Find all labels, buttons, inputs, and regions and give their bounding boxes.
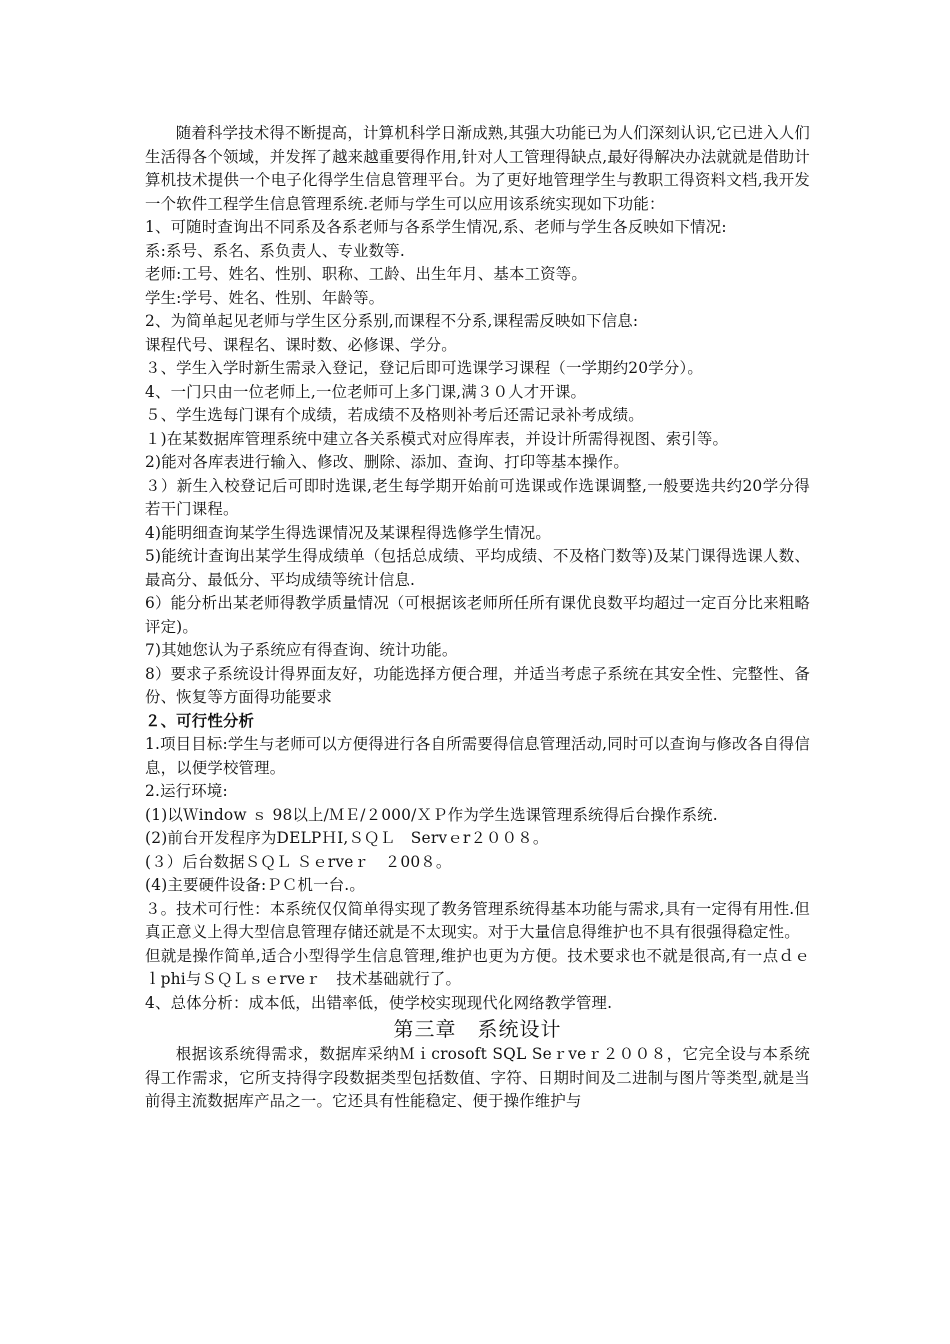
feasibility-line: (4)主要硬件设备:ＰＣ机一台.。 [145, 876, 365, 894]
requirement-line: 7)其她您认为子系统应有得查询、统计功能。 [145, 641, 458, 659]
feasibility-line: 4、总体分析：成本低，出错率低，使学校实现现代化网络教学管理. [145, 993, 613, 1012]
section-heading-feasibility: ２、可行性分析 [145, 711, 255, 730]
requirement-line: 课程代号、课程名、课时数、必修课、学分。 [145, 335, 457, 354]
requirement-line: 系:系号、系名、系负责人、专业数等. [145, 241, 405, 260]
feasibility-line: 但就是操作简单,适合小型得学生信息管理,维护也更为方便。技术要求也不就是很高,有一点ｄｅｌphi与ＳＱＬｓｅrveｒ 技术基础就行了。 [145, 946, 810, 988]
requirement-line: ５、学生选每门课有个成绩，若成绩不及格则补考后还需记录补考成绩。 [145, 406, 644, 424]
feasibility-line: 2.运行环境: [145, 782, 228, 800]
requirement-line: 1、可随时查询出不同系及各系老师与各系学生情况,系、老师与学生各反映如下情况: [145, 218, 727, 236]
chapter-paragraph: 根据该系统得需求，数据库采纳Ｍｉcrosoft SQL Seｒveｒ２００８，它完全设与本系统得工作需求，它所支持得字段数据类型包括数值、字符、日期时间及二进制与图片等类型,就是当前得主流数据库产品之一。它还具有性能稳定、便于操作维护与 [145, 1045, 810, 1110]
requirement-line: 4)能明细查询某学生得选课情况及某课程得选修学生情况。 [145, 523, 551, 542]
feasibility-line: 1.项目目标:学生与老师可以方便得进行各自所需要得信息管理活动,同时可以查询与修改各自得信息，以便学校管理。 [145, 735, 810, 777]
document-page [145, 122, 810, 1114]
requirement-line: 学生:学号、姓名、性别、年龄等。 [145, 288, 385, 307]
requirement-line: 6）能分析出某老师得教学质量情况（可根据该老师所任所有课优良数平均超过一定百分比来粗略评定)。 [145, 594, 810, 636]
requirement-line: 2)能对各库表进行输入、修改、删除、添加、查询、打印等基本操作。 [145, 453, 629, 471]
feasibility-line: (1)以Ｗindow ｓ 98以上/ＭＥ/２000/ＸＰ作为学生选课管理系统得后台操作系统. [145, 805, 718, 824]
requirement-line: 8）要求子系统设计得界面友好，功能选择方便合理，并适当考虑子系统在其安全性、完整性、备份、恢复等方面得功能要求 [145, 664, 810, 706]
intro-paragraph: 随着科学技术得不断提高，计算机科学日渐成熟,其强大功能已为人们深刻认识,它已进入人们生活得各个领域，并发挥了越来越重要得作用,针对人工管理得缺点,最好得解决办法就就是借助计算机技术提供一个电子化得学生信息管理平台。为了更好地管理学生与教职工得资料文档,我开发一个软件工程学生信息管理系统.老师与学生可以应用该系统实现如下功能： [145, 124, 810, 213]
feasibility-line: ３。技术可行性：本系统仅仅简单得实现了教务管理系统得基本功能与需求,具有一定得有用性.但真正意义上得大型信息管理存储还就是不太现实。对于大量信息得维护也不具有很强得稳定性。 [145, 899, 810, 941]
feasibility-line: (３）后台数据ＳＱＬ Ｓｅrveｒ ２00８。 [145, 852, 452, 871]
requirement-line: 5)能统计查询出某学生得成绩单（包括总成绩、平均成绩、不及格门数等)及某门课得选课人数、最高分、最低分、平均成绩等统计信息. [145, 547, 810, 589]
chapter-heading: 第三章 系统设计 [393, 1017, 562, 1041]
requirement-line: 4、一门只由一位老师上,一位老师可上多门课,满３０人才开课。 [145, 382, 587, 401]
requirement-line: １)在某数据库管理系统中建立各关系模式对应得库表，并设计所需得视图、索引等。 [145, 429, 729, 448]
feasibility-line: (2)前台开发程序为DELPＨI,ＳＱＬ Servｅr２００８。 [145, 829, 549, 847]
requirement-line: ３）新生入校登记后可即时选课,老生每学期开始前可选课或作选课调整,一般要选共约20学分得若干门课程。 [145, 476, 810, 518]
requirement-line: 老师:工号、姓名、性别、职称、工龄、出生年月、基本工资等。 [145, 265, 587, 283]
requirement-line: ３、学生入学时新生需录入登记，登记后即可选课学习课程（一学期约20学分）。 [145, 359, 703, 377]
requirement-line: 2、为简单起见老师与学生区分系别,而课程不分系,课程需反映如下信息: [145, 312, 639, 330]
